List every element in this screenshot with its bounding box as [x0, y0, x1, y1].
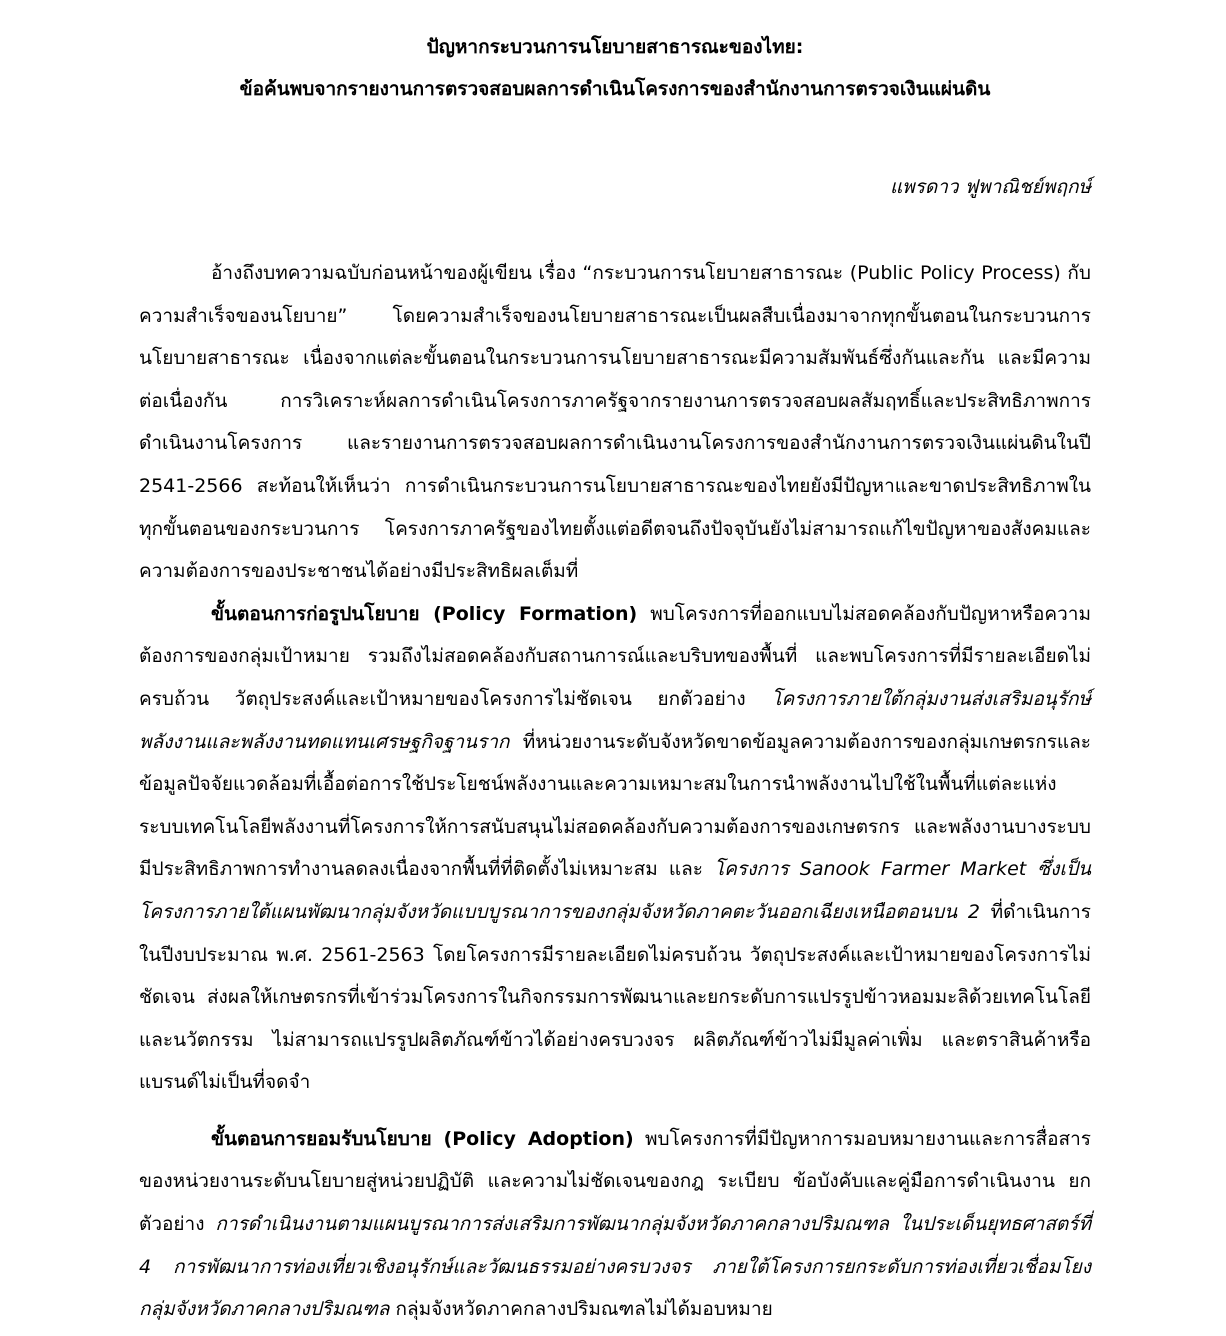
body-text: [139, 252, 1091, 1331]
text-segment: พบโครงการที่ออกแบบไม่สอดคล้องกับปัญหาหรือความต้องการของกลุ่มเป้าหมาย รวมถึงไม่สอดคล้องกับสถานการณ์และบริบทของพื้นที่ และพบโครงการที่มีรายละเอียดไม่ครบถ้วน วัตถุประสงค์และเป้าหมายของโครงการไม่ชัดเจน ยกตัวอย่าง: [139, 602, 1091, 710]
paragraph-policy-adoption: [139, 1118, 1091, 1331]
heading-policy-adoption: ขั้นตอนการยอมรับนโยบาย (Policy Adoption): [211, 1127, 634, 1150]
text-segment: ที่หน่วยงานระดับจังหวัดขาดข้อมูลความต้องการของกลุ่มเกษตรกรและข้อมูลปัจจัยแวดล้อมที่เอื้อต่อการใช้ประโยชน์พลังงานและความเหมาะสมในการนำพลังงานไปใช้ในพื้นที่แต่ละแห่ง ระบบเทคโนโลยีพลังงานที่โครงการให้การสนับสนุนไม่สอดคล้องกับความต้องการของเกษตรกร และพลังงานบางระบบมีประสิทธิภาพการทำงานลดลงเนื่องจากพื้นที่ที่ติดตั้งไม่เหมาะสม และ: [139, 730, 1091, 881]
title-line-2: ข้อค้นพบจากรายงานการตรวจสอบผลการดำเนินโครงการของสำนักงานการตรวจเงินแผ่นดิน: [239, 78, 991, 100]
text-segment: ที่ดำเนินการในปีงบประมาณ พ.ศ. 2561-2563 โดยโครงการมีรายละเอียดไม่ครบถ้วน วัตถุประสงค์และเป้าหมายของโครงการไม่ชัดเจน ส่งผลให้เกษตรกรที่เข้าร่วมโครงการในกิจกรรมการพัฒนาและยกระดับการแปรรูปข้าวหอมมะลิด้วยเทคโนโลยีและนวัตกรรม ไม่สามารถแปรรูปผลิตภัณฑ์ข้าวได้อย่างครบวงจร ผลิตภัณฑ์ข้าวไม่มีมูลค่าเพิ่ม และตราสินค้าหรือแบรนด์ไม่เป็นที่จดจำ: [139, 900, 1091, 1094]
heading-policy-formation: ขั้นตอนการก่อรูปนโยบาย (Policy Formation): [211, 602, 638, 625]
author-name: แพรดาว ฟูพาณิชย์พฤกษ์: [889, 176, 1091, 198]
paragraph-intro: อ้างถึงบทความฉบับก่อนหน้าของผู้เขียน เรื่อง “กระบวนการนโยบายสาธารณะ (Public Policy Process) กับความสำเร็จของนโยบาย” โดยความสำเร็จของนโยบายสาธารณะเป็นผลสืบเนื่องมาจากทุกขั้นตอนในกระบวนการนโยบายสาธารณะ เนื่องจากแต่ละขั้นตอนในกระบวนการนโยบายสาธารณะมีความสัมพันธ์ซึ่งกันและกัน และมีความต่อเนื่องกัน การวิเคราะห์ผลการดำเนินโครงการภาครัฐจากรายงานการตรวจสอบผลสัมฤทธิ์และประสิทธิภาพการดำเนินงานโครงการ และรายงานการตรวจสอบผลการดำเนินงานโครงการของสำนักงานการตรวจเงินแผ่นดินในปี 2541-2566 สะท้อนให้เห็นว่า การดำเนินกระบวนการนโยบายสาธารณะของไทยยังมีปัญหาและขาดประสิทธิภาพในทุกขั้นตอนของกระบวนการ โครงการภาครัฐของไทยตั้งแต่อดีตจนถึงปัจจุบันยังไม่สามารถแก้ไขปัญหาของสังคมและความต้องการของประชาชนได้อย่างมีประสิทธิผลเต็มที่: [139, 262, 1091, 583]
text-segment: กลุ่มจังหวัดภาคกลางปริมณฑลไม่ได้มอบหมาย: [389, 1298, 773, 1321]
italic-project-name: โครงการ Sanook Farmer Market ซึ่งเป็นโครงการภายใต้แผนพัฒนากลุ่มจังหวัดแบบบูรณาการของกลุ่มจังหวัดภาคตะวันออกเฉียงเหนือตอนบน 2: [139, 858, 1091, 923]
italic-project-name: โครงการภายใต้กลุ่มงานส่งเสริมอนุรักษ์พลังงานและพลังงานทดแทนเศรษฐกิจฐานราก: [139, 687, 1091, 753]
title-line-1: ปัญหากระบวนการนโยบายสาธารณะของไทย:: [426, 36, 804, 58]
text-segment: พบโครงการที่มีปัญหาการมอบหมายงานและการสื่อสารของหน่วยงานระดับนโยบายสู่หน่วยปฏิบัติ และความไม่ชัดเจนของกฎ ระเบียบ ข้อบังคับและคู่มือการดำเนินงาน ยกตัวอย่าง: [139, 1127, 1091, 1236]
italic-project-name: การดำเนินงานตามแผนบูรณาการส่งเสริมการพัฒนากลุ่มจังหวัดภาคกลางปริมณฑล ในประเด็นยุทธศาสตร์ที่ 4 การพัฒนาการท่องเที่ยวเชิงอนุรักษ์และวัฒนธรรมอย่างครบวงจร ภายใต้โครงการยกระดับการท่องเที่ยวเชื่อมโยงกลุ่มจังหวัดภาคกลางปริมณฑล: [139, 1213, 1091, 1321]
paragraph-policy-formation: [139, 593, 1091, 1104]
